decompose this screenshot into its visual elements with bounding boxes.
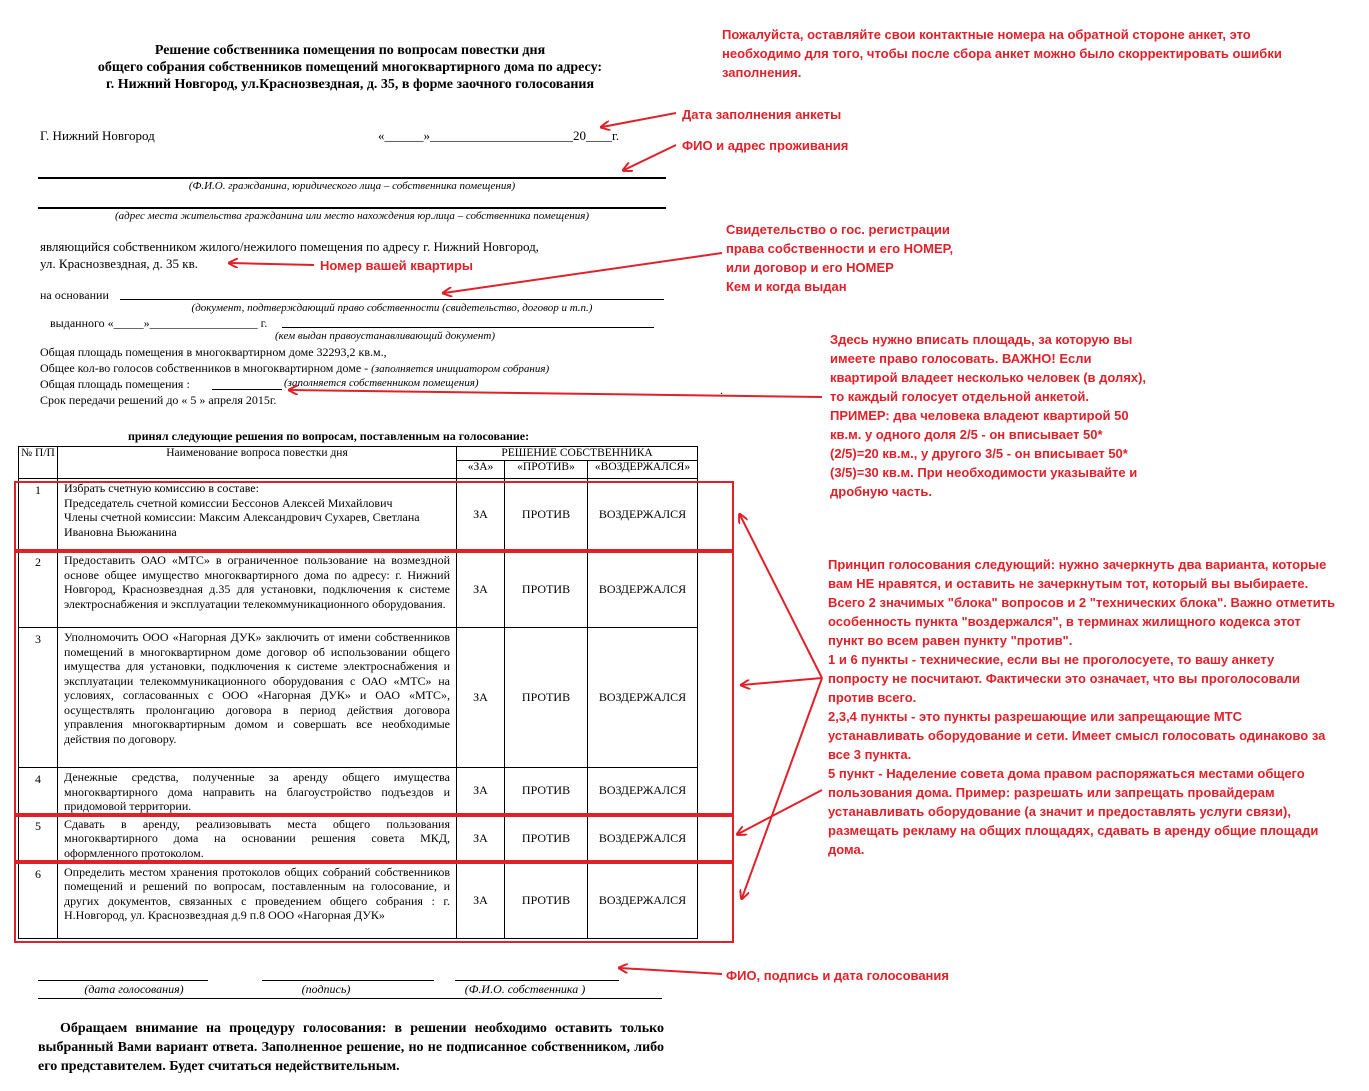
arrow-block-6 <box>742 678 822 898</box>
option-abstain[interactable]: ВОЗДЕРЖАЛСЯ <box>588 628 698 768</box>
row-question: Избрать счетную комиссию в составе: Председатель счетной комиссии Бессонов Алексей Михайлович Члены счетной комиссии: Максим Александрович Сухарев, Светлана Ивановна Вьюжанина <box>58 479 457 551</box>
caption-sig-sign: (подпись) <box>301 982 351 996</box>
caption-owner: (Ф.И.О. гражданина, юридического лица – собственника помещения) <box>188 180 516 192</box>
option-against[interactable]: ПРОТИВ <box>505 768 588 815</box>
arrow-signature <box>620 968 722 974</box>
option-for[interactable]: ЗА <box>457 768 505 815</box>
note-signature: ФИО, подпись и дата голосования <box>726 968 949 983</box>
option-for[interactable]: ЗА <box>457 551 505 628</box>
option-against[interactable]: ПРОТИВ <box>505 551 588 628</box>
note-voting-principle: Принцип голосования следующий: нужно зачеркнуть два варианта, которые вам НЕ нравятся, и оставить не зачеркнутым тот, который вы выбираете. Всего 2 значимых "блока" вопросов и 2 "технических блока". Важно отметить особенность пункта "воздержался", в терминах жилищного кодекса этот пункт во всем равен пункту "против". 1 и 6 пункты - технические, если вы не проголосуете, то вашу анкету попросту не посчитают. Фактически это означает, что вы проголосовали против всего. 2,3,4 пункты - это пункты разрешающие или запрещающие МТС устанавливать оборудование и сети. Имеет смысл голосовать одинаково за все 3 пункта. 5 пункт - Наделение совета дома правом распоряжаться местами общего пользования дома. Пример: разрешать или запрещать провайдерам устанавливать оборудование (а значит и предоставлять услуги связи), размещать рекламу на общих площадях, сдавать в аренду общие площади дома. <box>828 557 1336 857</box>
note-date: Дата заполнения анкеты <box>682 107 842 122</box>
option-abstain[interactable]: ВОЗДЕРЖАЛСЯ <box>588 551 698 628</box>
header-against: «ПРОТИВ» <box>505 461 588 479</box>
total-area: Общая площадь помещения в многоквартирном доме 32293,2 кв.м., <box>40 345 387 359</box>
row-num: 6 <box>19 862 58 938</box>
note-certificate: Свидетельство о гос. регистрации права собственности и его НОМЕР, или договор и его НОМЕР Кем и когда выдан <box>726 222 954 294</box>
row-num: 5 <box>19 814 58 862</box>
note-area: Здесь нужно вписать площадь, за которую вы имеете право голосовать. ВАЖНО! Если квартирой владеет несколько человек (в долях), то каждый голосует отдельной анкетой. ПРИМЕР: два человека владеют квартирой 50 кв.м. у одного доля 2/5 - он вписывает 50*(2/5)=20 кв.м., у другого 3/5 - он вписывает 50*(3/5)=30 кв.м. При необходимости указывайте и дробную часть. <box>830 332 1147 499</box>
arrow-apartment <box>230 263 314 265</box>
arrow-date <box>602 113 676 127</box>
header-for: «ЗА» <box>457 461 505 479</box>
arrow-block-1 <box>740 515 822 678</box>
header-abstain: «ВОЗДЕРЖАЛСЯ» <box>588 461 698 479</box>
option-against[interactable]: ПРОТИВ <box>505 862 588 938</box>
option-for[interactable]: ЗА <box>457 479 505 551</box>
option-against[interactable]: ПРОТИВ <box>505 628 588 768</box>
caption-sig-date: (дата голосования) <box>84 982 184 996</box>
decisions-heading: принял следующие решения по вопросам, поставленным на голосование: <box>128 429 530 443</box>
arrow-block-5 <box>738 790 822 834</box>
issued-label: выданного «_____»__________________ г. <box>50 316 268 330</box>
row-num: 1 <box>19 479 58 551</box>
header-question: Наименование вопроса повестки дня <box>58 447 457 479</box>
own-area-label: Общая площадь помещения : <box>40 377 190 391</box>
option-abstain[interactable]: ВОЗДЕРЖАЛСЯ <box>588 768 698 815</box>
caption-basis: (документ, подтверждающий право собственности (свидетельство, договор и т.п.) <box>191 302 593 314</box>
caption-sig-name: (Ф.И.О. собственника ) <box>464 982 586 996</box>
header-decision: РЕШЕНИЕ СОБСТВЕННИКА <box>457 447 698 461</box>
owner-statement: являющийся собственником жилого/нежилого помещения по адресу г. Нижний Новгород, <box>40 239 539 254</box>
arrow-fio <box>624 145 676 170</box>
option-against[interactable]: ПРОТИВ <box>505 479 588 551</box>
basis-label: на основании <box>40 288 109 302</box>
apartment-line: ул. Краснозвездная, д. 35 кв. <box>40 256 198 271</box>
option-against[interactable]: ПРОТИВ <box>505 814 588 862</box>
title-line: г. Нижний Новгород, ул.Краснозвездная, д. 35, в форме заочного голосования <box>105 77 595 92</box>
own-area-note: (заполняется собственником помещения) <box>284 377 479 389</box>
arrow-area <box>290 390 822 397</box>
row-num: 2 <box>19 551 58 628</box>
option-abstain[interactable]: ВОЗДЕРЖАЛСЯ <box>588 862 698 938</box>
row-question: Предоставить ОАО «МТС» в ограниченное пользование на возмездной основе общее имущество многоквартирного дома по адресу: г. Нижний Новгород, Краснозвездная д.35 для установки, подключения к системе электроснабжения и эксплуатации телекоммуникационного оборудования. <box>58 551 457 628</box>
arrow-certificate <box>444 253 722 293</box>
option-for[interactable]: ЗА <box>457 814 505 862</box>
title-line: Решение собственника помещения по вопросам повестки дня <box>154 43 546 58</box>
option-for[interactable]: ЗА <box>457 628 505 768</box>
row-num: 4 <box>19 768 58 815</box>
note-contacts: Пожалуйста, оставляйте свои контактные номера на обратной стороне анкет, это необходимо для того, чтобы после сбора анкет можно было скорректировать ошибки заполнения. <box>722 27 1282 80</box>
voting-procedure-notice: Обращаем внимание на процедуру голосования: в решении необходимо оставить только выбранный Вами вариант ответа. Заполненное решение, но не подписанное собственником, либо его представителем. Будет считаться недействительным. <box>38 1021 664 1074</box>
total-votes-note: (заполняется инициатором собрания) <box>371 363 550 375</box>
total-votes-label: Общее кол-во голосов собственников в многоквартирном доме - <box>40 361 369 375</box>
option-abstain[interactable]: ВОЗДЕРЖАЛСЯ <box>588 479 698 551</box>
deadline: Срок передачи решений до « 5 » апреля 2015г. <box>40 393 277 407</box>
caption-address: (адрес места жительства гражданина или место нахождения юр.лица – собственника помещения) <box>115 210 589 222</box>
option-abstain[interactable]: ВОЗДЕРЖАЛСЯ <box>588 814 698 862</box>
caption-issued: (кем выдан правоустанавливающий документ) <box>275 330 495 342</box>
row-num: 3 <box>19 628 58 768</box>
title-line: общего собрания собственников помещений многоквартирного дома по адресу: <box>97 60 603 75</box>
note-apartment: Номер вашей квартиры <box>320 258 474 273</box>
note-fio: ФИО и адрес проживания <box>682 138 849 153</box>
row-question: Сдавать в аренду, реализовывать места общего пользования многоквартирного дома на основании решения совета МКД, оформленного протоколом. <box>58 814 457 862</box>
row-question: Уполномочить ООО «Нагорная ДУК» заключить от имени собственников помещений в многоквартирном доме договор об использовании общего имущества для установки, подключения к системе электроснабжения и эксплуатации телекоммуникационного оборудования с ОАО «МТС» на условиях, согласованных с ООО «Нагорная ДУК» и ОАО «МТС», осуществлять пролонгацию договора в период действия договора управления многоквартирным домом и совершать все необходимые действия по договору. <box>58 628 457 768</box>
arrow-block-2-4 <box>742 678 822 685</box>
header-num: № П/П <box>19 447 58 479</box>
dot-mark: . <box>720 383 723 397</box>
option-for[interactable]: ЗА <box>457 862 505 938</box>
row-question: Определить местом хранения протоколов общих собраний собственников помещений и решений по вопросам, поставленным на голосование, и других документов, связанных с проведением общего собрания : г. Н.Новгород, ул. Краснозвездная д.9 п.8 ООО «Нагорная ДУК» <box>58 862 457 938</box>
city-label: Г. Нижний Новгород <box>40 128 155 143</box>
date-field[interactable]: «______»______________________20____г. <box>378 128 620 143</box>
row-question: Денежные средства, полученные за аренду общего имущества многоквартирного дома направить на благоустройство подъездов и придомовой территории. <box>58 768 457 815</box>
